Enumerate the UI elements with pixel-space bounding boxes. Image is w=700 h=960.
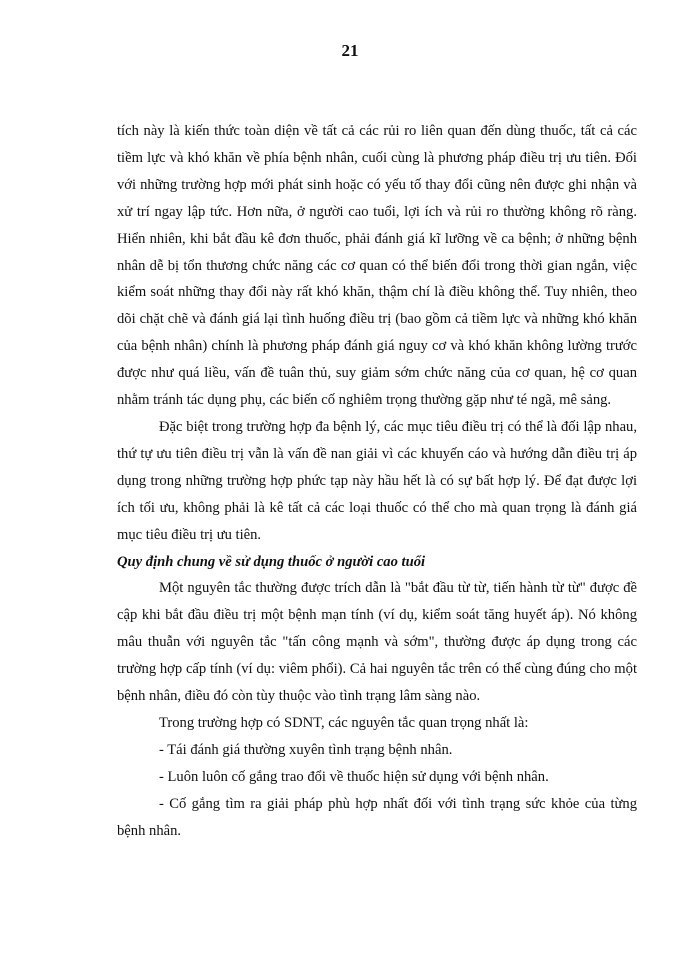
paragraph-list-intro: Trong trường hợp có SDNT, các nguyên tắc quan trọng nhất là:: [159, 714, 529, 731]
list-item: - Tái đánh giá thường xuyên tình trạng bệnh nhân.: [159, 741, 453, 758]
paragraph-principles: Một nguyên tắc thường được trích dẫn là "bắt đầu từ từ, tiến hành từ từ" được đề cập khi bắt đầu điều trị một bệnh mạn tính (ví dụ, kiểm soát tăng huyết áp). Nó không mâu thuẫn với nguyên tắc "tấn công mạnh và sớm", thường được áp dụng trong các trường hợp cấp tính (ví dụ: viêm phổi). Cả hai nguyên tắc trên có thể cùng đúng cho một bệnh nhân, điều đó còn tùy thuộc vào tình trạng lâm sàng nào.: [117, 580, 637, 705]
list-item: - Cố gắng tìm ra giải pháp phù hợp nhất đối với tình trạng sức khỏe của từng bệnh nhân.: [117, 795, 637, 839]
paragraph-multimorbidity: Đặc biệt trong trường hợp đa bệnh lý, các mục tiêu điều trị có thể là đối lập nhau, thứ tự ưu tiên điều trị vẫn là vấn đề nan giải vì các khuyến cáo và hướng dẫn điều trị áp dụng trong những trường hợp phức tạp này hầu hết là có sự bất hợp lý. Để đạt được lợi ích tối ưu, không phải là kê tất cả các loại thuốc có thể cho mà quan trọng là đánh giá mục tiêu điều trị ưu tiên.: [117, 418, 637, 543]
page-body: [117, 118, 637, 844]
section-heading: Quy định chung về sử dụng thuốc ở người cao tuổi: [117, 553, 426, 570]
paragraph-continuation: tích này là kiến thức toàn diện về tất cả các rủi ro liên quan đến dùng thuốc, tất cả các tiềm lực và khó khăn về phía bệnh nhân, cuối cùng là phương pháp điều trị ưu tiên. Đối với những trường hợp mới phát sinh hoặc có yếu tố thay đổi cũng nên được ghi nhận và xử trí ngay lập tức. Hơn nữa, ở người cao tuổi, lợi ích và rủi ro thường không rõ ràng. Hiển nhiên, khi bắt đầu kê đơn thuốc, phải đánh giá kĩ lưỡng về ca bệnh; ở những bệnh nhân dễ bị tổn thương chức năng các cơ quan có thể biến đổi trong thời gian ngắn, việc kiểm soát những thay đổi này rất khó khăn, thậm chí là điều không thể. Tuy nhiên, theo dõi chặt chẽ và đánh giá lại tình huống điều trị (bao gồm cả tiềm lực và những khó khăn của bệnh nhân) chính là phương pháp đánh giá nguy cơ và khó khăn không lường trước được như quá liều, vấn đề tuân thủ, suy giảm sớm chức năng của cơ quan, hệ cơ quan nhằm tránh tác dụng phụ, các biến cố nghiêm trọng thường gặp như té ngã, mê sảng.: [117, 123, 637, 409]
list-item: - Luôn luôn cố gắng trao đổi về thuốc hiện sử dụng với bệnh nhân.: [159, 768, 549, 785]
page-number: 21: [341, 41, 359, 60]
